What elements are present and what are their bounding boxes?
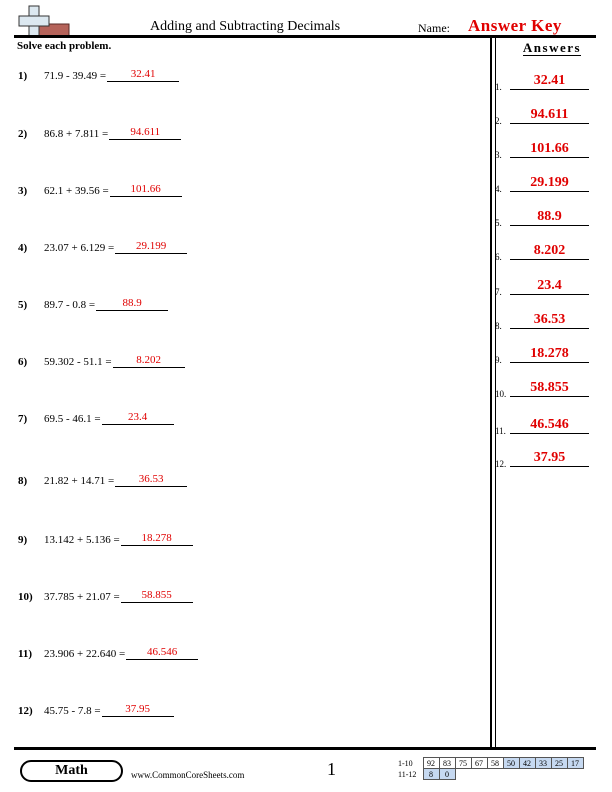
answer-item	[495, 273, 605, 297]
answer-value: 29.199	[510, 175, 589, 192]
answer-number: 8.	[495, 321, 502, 331]
problem-expression: 62.1 + 39.56 =	[44, 185, 109, 197]
answer-value: 36.53	[510, 312, 589, 329]
answer-value: 94.611	[510, 107, 589, 124]
problem-7	[18, 405, 174, 425]
page-title: Adding and Subtracting Decimals	[150, 19, 341, 34]
answer-number: 3.	[495, 150, 502, 160]
answer-item	[495, 445, 605, 469]
answer-value: 8.202	[510, 243, 589, 260]
score-table	[397, 757, 584, 780]
problem-expression: 45.75 - 7.8 =	[44, 705, 101, 717]
problem-expression: 13.142 + 5.136 =	[44, 534, 120, 546]
problem-expression: 89.7 - 0.8 =	[44, 299, 96, 311]
instructions: Solve each problem.	[17, 40, 112, 52]
column-divider	[490, 37, 492, 747]
answer-number: 5.	[495, 218, 502, 228]
footer-divider	[14, 747, 596, 750]
problem-number: 11)	[18, 648, 33, 660]
problem-number: 1)	[18, 70, 28, 82]
name-label: Name:	[418, 21, 450, 35]
problem-answer: 23.4	[102, 410, 174, 425]
answer-item	[495, 136, 605, 160]
answer-value: 58.855	[510, 380, 589, 397]
score-cell: 58	[487, 758, 503, 769]
problem-number: 9)	[18, 534, 28, 546]
score-cell: 42	[519, 758, 535, 769]
problem-answer: 18.278	[121, 531, 193, 546]
score-cell: 75	[455, 758, 471, 769]
problem-5	[18, 291, 168, 311]
subject-badge: Math	[20, 760, 123, 782]
answer-number: 2.	[495, 116, 502, 126]
page-number: 1	[327, 759, 336, 779]
answer-number: 11.	[495, 426, 506, 436]
problem-number: 8)	[18, 475, 28, 487]
answer-item	[495, 102, 605, 126]
problem-expression: 59.302 - 51.1 =	[44, 356, 112, 368]
answer-item	[495, 68, 605, 92]
answer-value: 32.41	[510, 73, 589, 90]
score-row	[397, 758, 583, 769]
problem-11	[18, 640, 198, 660]
answer-number: 4.	[495, 184, 502, 194]
problem-1	[18, 62, 179, 82]
problem-2	[18, 120, 181, 140]
problem-expression: 86.8 + 7.811 =	[44, 128, 109, 140]
score-cell: 83	[439, 758, 455, 769]
answer-number: 10.	[495, 389, 507, 399]
score-cell: 0	[439, 769, 455, 780]
problem-number: 7)	[18, 413, 28, 425]
answer-item	[495, 307, 605, 331]
problem-6	[18, 348, 185, 368]
score-cell: 92	[423, 758, 439, 769]
problem-4	[18, 234, 187, 254]
problem-answer: 8.202	[113, 353, 185, 368]
problem-12	[18, 697, 174, 717]
answer-number: 9.	[495, 355, 502, 365]
problem-expression: 23.906 + 22.640 =	[44, 648, 126, 660]
problem-number: 12)	[18, 705, 33, 717]
score-cell: 67	[471, 758, 487, 769]
problem-number: 4)	[18, 242, 28, 254]
answer-item	[495, 412, 605, 436]
answers-heading	[500, 40, 604, 56]
answer-value: 88.9	[510, 209, 589, 226]
website-link[interactable]: www.CommonCoreSheets.com	[131, 770, 245, 780]
answer-value: 37.95	[510, 450, 589, 467]
score-cell: 33	[535, 758, 551, 769]
score-row-label: 1-10	[398, 758, 413, 768]
problem-9	[18, 526, 193, 546]
problem-expression: 69.5 - 46.1 =	[44, 413, 101, 425]
answer-item	[495, 375, 605, 399]
problem-answer: 101.66	[110, 182, 182, 197]
problem-number: 10)	[18, 591, 33, 603]
answer-number: 1.	[495, 82, 502, 92]
answer-value: 18.278	[510, 346, 589, 363]
problem-answer: 36.53	[115, 472, 187, 487]
answer-item	[495, 204, 605, 228]
answer-value: 23.4	[510, 278, 589, 295]
problem-answer: 58.855	[121, 588, 193, 603]
answer-value: 46.546	[510, 417, 589, 434]
problem-number: 6)	[18, 356, 28, 368]
score-cell: 17	[567, 758, 583, 769]
problem-answer: 94.611	[109, 125, 181, 140]
score-cell: 8	[423, 769, 439, 780]
answer-key-label: Answer Key	[468, 16, 562, 35]
problem-expression: 71.9 - 39.49 =	[44, 70, 107, 82]
answer-item	[495, 341, 605, 365]
problem-number: 2)	[18, 128, 28, 140]
problem-answer: 37.95	[102, 702, 174, 717]
problem-expression: 23.07 + 6.129 =	[44, 242, 115, 254]
problem-answer: 46.546	[126, 645, 198, 660]
answer-number: 7.	[495, 287, 502, 297]
problem-answer: 32.41	[107, 67, 179, 82]
problem-answer: 88.9	[96, 296, 168, 311]
answers-heading-text: Answers	[522, 40, 582, 55]
answer-number: 6.	[495, 252, 502, 262]
problem-expression: 37.785 + 21.07 =	[44, 591, 120, 603]
score-cell: 25	[551, 758, 567, 769]
score-cell: 50	[503, 758, 519, 769]
problem-expression: 21.82 + 14.71 =	[44, 475, 115, 487]
problem-number: 5)	[18, 299, 28, 311]
problem-answer: 29.199	[115, 239, 187, 254]
score-row-label: 11-12	[398, 769, 417, 779]
answer-value: 101.66	[510, 141, 589, 158]
problem-number: 3)	[18, 185, 28, 197]
answer-item	[495, 238, 605, 262]
problem-8	[18, 467, 187, 487]
answer-number: 12.	[495, 459, 507, 469]
header-divider	[14, 35, 596, 38]
answer-item	[495, 170, 605, 194]
problem-3	[18, 177, 182, 197]
problem-10	[18, 583, 193, 603]
score-row	[397, 769, 583, 780]
